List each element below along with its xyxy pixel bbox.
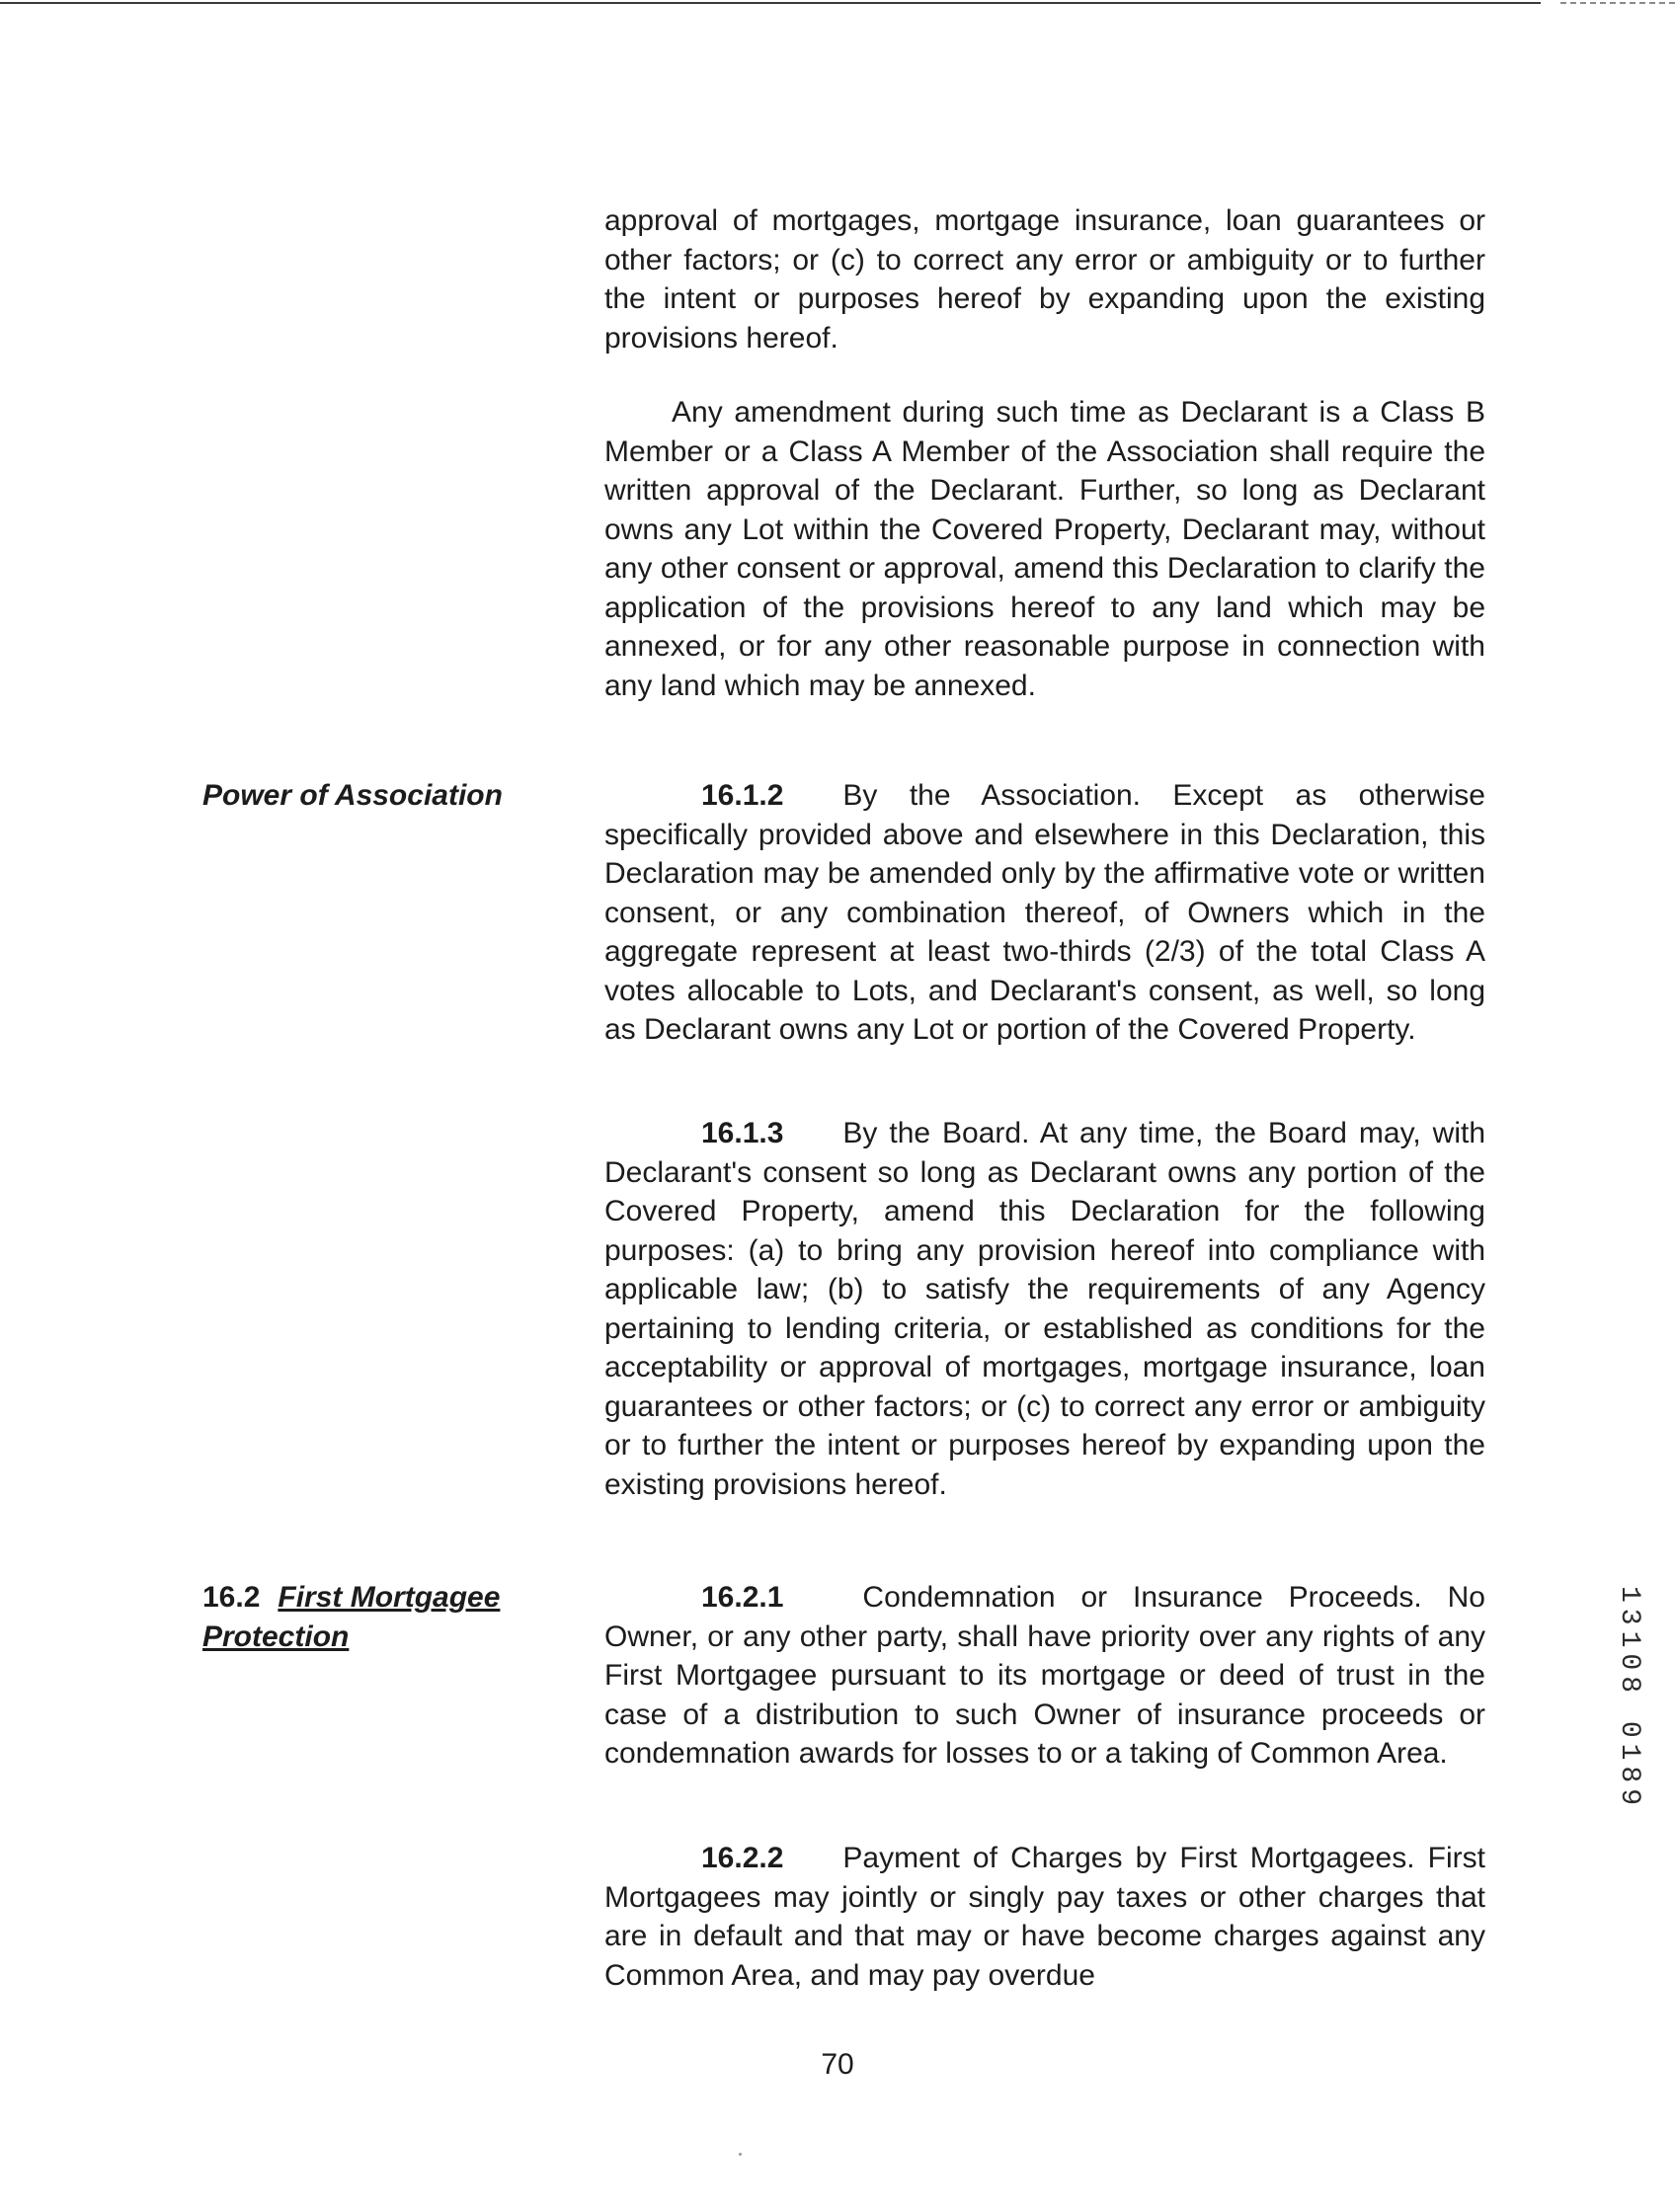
paragraph-declarant-approval: Any amendment during such time as Declarant is a Class B Member or a Class A Member of the Association shall require the written approval of the Declarant. Further, so long as Declarant owns any Lot within the Covered Property, Declarant may, without any other consent or approval, amend this Declaration to clarify the application of the provisions hereof to any land which may be annexed, or for any other reasonable purpose in connection with any land which may be annexed. — [604, 396, 1485, 702]
section-number: 16.2.2 — [701, 1842, 784, 1874]
section-16-2-1 — [604, 1578, 1485, 1774]
page-number: 70 — [821, 2048, 854, 2081]
section-16-1-2 — [604, 776, 1485, 1050]
section-number: 16.1.2 — [701, 779, 784, 812]
sidebar-heading-first-mortgagee-protection — [202, 1578, 500, 1656]
scan-speck — [739, 2153, 742, 2156]
paragraph-continued: approval of mortgages, mortgage insurance, loan guarantees or other factors; or (c) to correct any error or ambiguity or to further the intent or purposes hereof by expanding upon the existing provisions hereof. — [604, 204, 1485, 355]
heading-title-line2: Protection — [202, 1620, 350, 1653]
section-number: 16.1.3 — [701, 1117, 784, 1149]
recording-stamp: 13108 0189 — [1614, 1586, 1644, 1812]
section-text: By the Association. Except as otherwise specifically provided above and elsewhere in this Declaration, this Declaration may be amended only by the affirmative vote or written consent, or any combination thereof, of Owners which in the aggregate represent at least two-thirds (2/3) of the total Class A votes allocable to Lots, and Declarant's consent, as well, so long as Declarant owns any Lot or portion of the Covered Property. — [604, 779, 1485, 1046]
heading-title-line1: First Mortgagee — [278, 1581, 501, 1614]
top-border-rule — [0, 2, 1541, 4]
section-text: By the Board. At any time, the Board may, with Declarant's consent so long as Declarant owns any portion of the Covered Property, amend this Declaration for the following purposes: (a) to bring any provision hereof into compliance with applicable law; (b) to satisfy the requirements of any Agency pertaining to lending criteria, or established as conditions for the acceptability or approval of mortgages, mortgage insurance, loan guarantees or other factors; or (c) to correct any error or ambiguity or to further the intent or purposes hereof by expanding upon the existing provisions hereof. — [604, 1117, 1485, 1501]
section-number: 16.2.1 — [701, 1581, 784, 1614]
top-border-dashed-rule — [1560, 2, 1675, 5]
section-text: Condemnation or Insurance Proceeds. No Owner, or any other party, shall have priority over any rights of any First Mortgagee pursuant to its mortgage or deed of trust in the case of a distribution to such Owner of insurance proceeds or condemnation awards for losses to or a taking of Common Area. — [604, 1581, 1485, 1770]
sidebar-heading-power-of-association: Power of Association — [202, 779, 503, 812]
section-text: Payment of Charges by First Mortgagees. First Mortgagees may jointly or singly pay taxes or other charges that are in default and that may or have become charges against any Common Area, and may pay overdue — [604, 1842, 1485, 1992]
section-16-1-3 — [604, 1114, 1485, 1504]
heading-number: 16.2 — [202, 1581, 261, 1614]
section-16-2-2 — [604, 1839, 1485, 1995]
